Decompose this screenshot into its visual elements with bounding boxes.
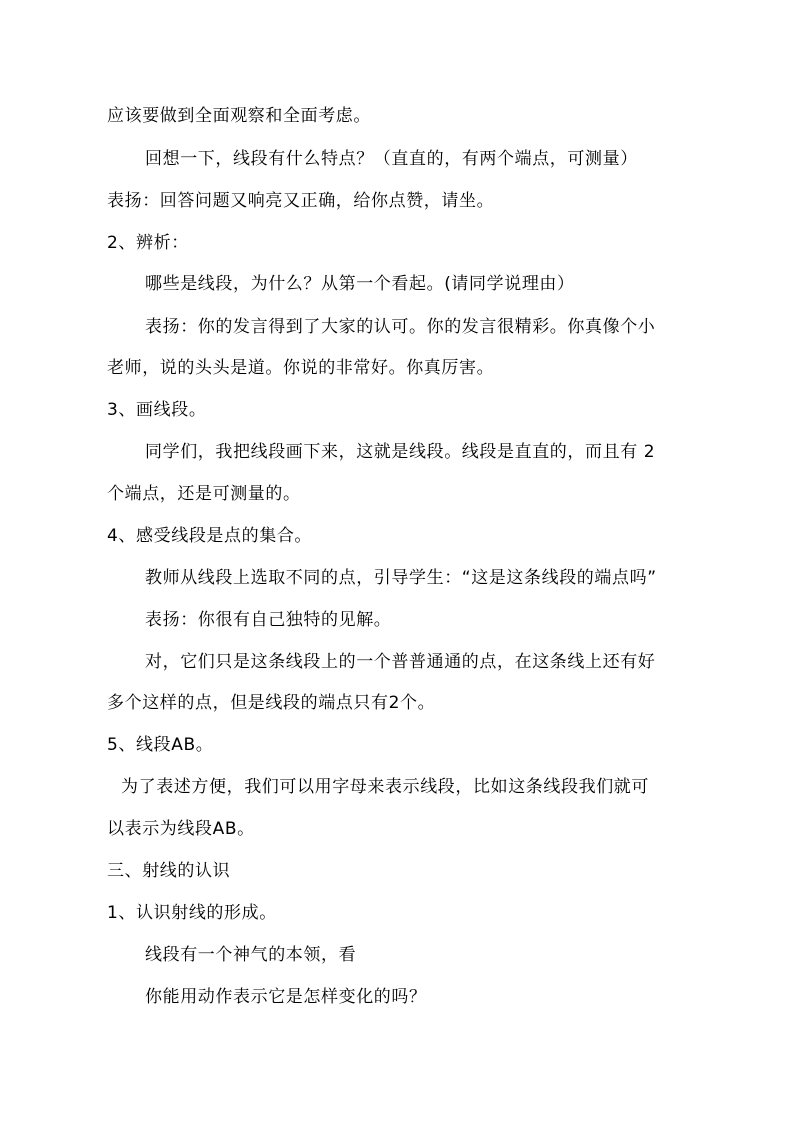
text-line-14: 对，它们只是这条线段上的一个普普通通的点，在这条线上还有好 [145,652,656,672]
section-heading-three: 三、射线的认识 [107,861,231,881]
text-line-13: 表扬：你很有自己独特的见解。 [145,610,392,630]
section-heading-4: 4、感受线段是点的集合。 [107,526,313,546]
section-heading-5: 5、线段AB。 [107,735,214,755]
text-line-5: 哪些是线段，为什么？从第一个看起。(请同学说理由） [145,274,575,294]
section-heading-2: 2、辨析： [107,233,189,253]
text-line-15: 多个这样的点，但是线段的端点只有2个。 [107,693,436,713]
subsection-heading-1: 1、认识射线的形成。 [107,903,277,923]
text-line-3: 表扬：回答问题又响亮又正确，给你点赞，请坐。 [107,191,495,211]
text-line-21: 线段有一个神气的本领，看 [145,945,357,965]
text-line-2: 回想一下，线段有什么特点？（直直的，有两个端点，可测量） [145,149,638,169]
text-line-1: 应该要做到全面观察和全面考虑。 [107,106,371,126]
text-line-17: 为了表述方便，我们可以用字母来表示线段，比如这条线段我们就可 [121,777,649,797]
text-line-22: 你能用动作表示它是怎样变化的吗？ [145,987,427,1007]
text-line-9: 同学们，我把线段画下来，这就是线段。线段是直直的，而且有 2 [145,442,656,462]
text-line-18: 以表示为线段AB。 [107,819,255,839]
section-heading-3: 3、画线段。 [107,400,207,420]
text-line-6: 表扬：你的发言得到了大家的认可。你的发言很精彩。你真像个小 [145,317,656,337]
text-line-12: 教师从线段上选取不同的点，引导学生：“这是这条线段的端点吗” [145,568,657,588]
text-line-10: 个端点，还是可测量的。 [107,484,301,504]
text-line-7: 老师，说的头头是道。你说的非常好。你真厉害。 [107,358,495,378]
